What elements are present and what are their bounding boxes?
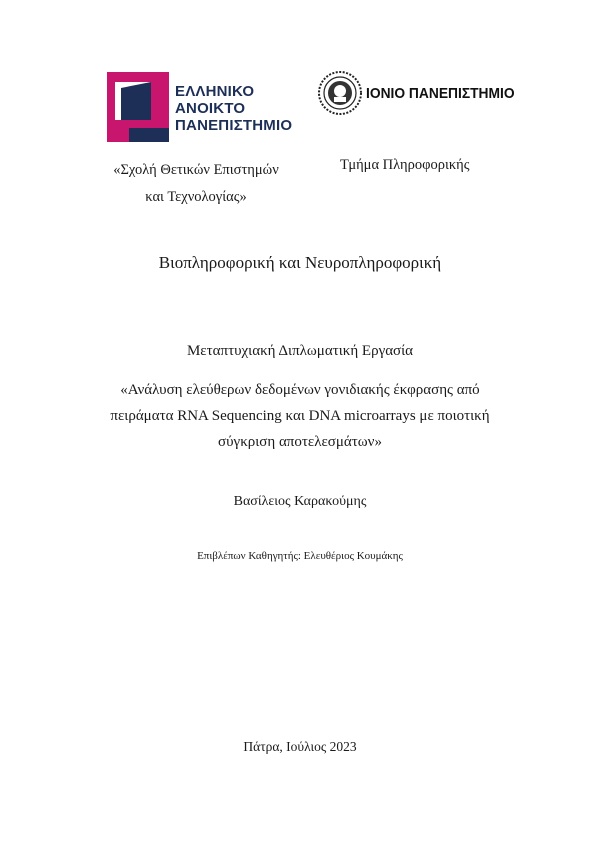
- school-name-line-1: «Σχολή Θετικών Επιστημών: [113, 162, 279, 178]
- thesis-title-line-3: σύγκριση αποτελεσμάτων»: [218, 434, 382, 450]
- thesis-title-line-1: «Ανάλυση ελεύθερων δεδομένων γονιδιακής έκφρασης από: [120, 382, 480, 398]
- place-date: Πάτρα, Ιούλιος 2023: [243, 739, 357, 754]
- eap-logo-line-1: ΕΛΛΗΝΙΚΟ: [175, 83, 255, 100]
- author-name: Βασίλειος Καρακούμης: [233, 494, 367, 509]
- eap-logo-text: [175, 83, 292, 134]
- eap-logo-line-3: ΠΑΝΕΠΙΣΤΗΜΙΟ: [175, 117, 293, 134]
- thesis-title: [90, 377, 510, 455]
- school-name-line-2: και Τεχνολογίας»: [145, 189, 247, 205]
- eap-logo-navy-shape: [121, 82, 151, 120]
- eap-logo-line-2: ΑΝΟΙΚΤΟ: [175, 100, 246, 117]
- thesis-title-line-2: πειράματα RNA Sequencing και DNA microarrays με ποιοτική: [110, 408, 490, 424]
- thesis-type: Μεταπτυχιακή Διπλωματική Εργασία: [186, 343, 414, 359]
- programme-title: Βιοπληροφορική και Νευροπληροφορική: [158, 253, 442, 272]
- supervisor: Επιβλέπων Καθηγητής: Ελευθέριος Κουμάκης: [197, 550, 403, 562]
- ionio-seal-icon: [318, 71, 362, 115]
- department-name: Τμήμα Πληροφορικής: [340, 157, 470, 173]
- ionio-logo-text: ΙΟΝΙΟ ΠΑΝΕΠΙΣΤΗΜΙΟ: [366, 85, 515, 102]
- school-name: [100, 157, 292, 211]
